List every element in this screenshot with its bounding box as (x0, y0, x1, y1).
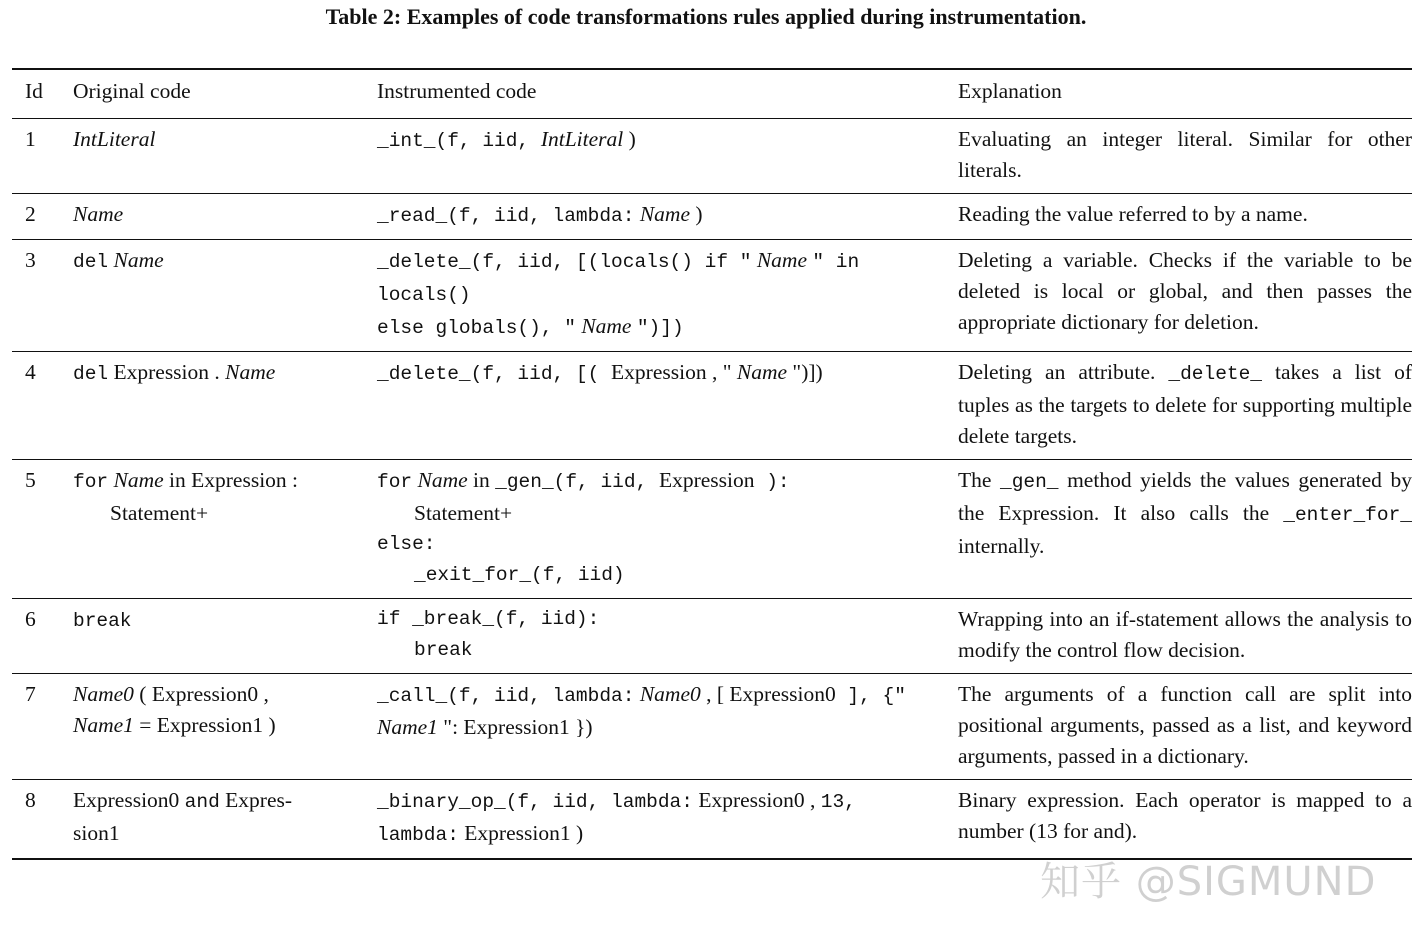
table-row (12, 194, 1412, 240)
original-code-cell: Name (73, 202, 124, 226)
explanation-cell: The arguments of a function call are split into positional arguments, passed as a list, and keyword arguments, passed in a dictionary. (958, 682, 1412, 768)
explanation-cell: Binary expression. Each operator is mapped to a number (13 for and). (958, 788, 1412, 843)
original-code-cell: for Name in Expression : Statement+ (73, 468, 299, 525)
table-row (12, 780, 1412, 860)
table-caption: Table 2: Examples of code transformations rules applied during instrumentation. (325, 4, 1087, 29)
row-id: 2 (25, 202, 36, 226)
instrumented-code-cell: _delete_(f, iid, [(locals() if " Name " in locals() else globals(), " Name ")]) (377, 248, 860, 339)
table-row (12, 460, 1412, 599)
instrumented-code-cell: _binary_op_(f, iid, lambda: Expression0 , 13, lambda: Expression1 ) (377, 788, 856, 846)
table-header-row (12, 69, 1412, 119)
watermark: 知乎 @SIGMUND (1040, 859, 1377, 905)
row-id: 7 (25, 682, 36, 706)
table-row (12, 240, 1412, 352)
header-explanation: Explanation (958, 79, 1062, 103)
row-id: 6 (25, 607, 36, 631)
instrumented-code-cell: _delete_(f, iid, [( Expression , " Name ")]) (377, 360, 823, 385)
header-id: Id (25, 79, 43, 103)
explanation-cell: Deleting a variable. Checks if the variable to be deleted is local or global, and then passes the appropriate dictionary for deletion. (958, 248, 1412, 334)
explanation-cell: Wrapping into an if-statement allows the analysis to modify the control flow decision. (958, 607, 1412, 662)
instrumented-code-cell: if _break_(f, iid): break (377, 608, 600, 661)
explanation-cell: The _gen_ method yields the values generated by the Expression. It also calls the _enter_for_ internally. (958, 468, 1412, 558)
instrumented-code-cell: _int_(f, iid, IntLiteral ) (377, 127, 636, 152)
original-code-cell: Expression0 and Expres- sion1 (73, 788, 293, 845)
original-code-cell: del Expression . Name (73, 360, 276, 385)
header-instrumented-code: Instrumented code (377, 79, 537, 103)
instrumented-code-cell: _call_(f, iid, lambda: Name0 , [ Expression0 ], {" Name1 ": Expression1 }) (377, 682, 906, 739)
instrumented-code-cell: _read_(f, iid, lambda: Name ) (377, 202, 703, 227)
row-id: 5 (25, 468, 36, 492)
explanation-cell: Reading the value referred to by a name. (958, 202, 1308, 226)
row-id: 3 (25, 248, 36, 272)
table-row (12, 599, 1412, 674)
instrumented-code-cell: for Name in _gen_(f, iid, Expression ): Statement+ else: _exit_for_(f, iid) (377, 468, 790, 586)
original-code-cell: Name0 ( Expression0 , Name1 = Expression1 ) (73, 682, 276, 737)
header-original-code: Original code (73, 79, 191, 103)
row-id: 4 (25, 360, 36, 384)
table-row (12, 352, 1412, 460)
explanation-cell: Deleting an attribute. _delete_ takes a list of tuples as the targets to delete for supporting multiple delete targets. (958, 360, 1412, 448)
table-row (12, 119, 1412, 194)
row-id: 8 (25, 788, 36, 812)
table-row (12, 674, 1412, 780)
transformation-rules-table (12, 68, 1412, 860)
explanation-cell: Evaluating an integer literal. Similar for other literals. (958, 127, 1412, 182)
original-code-cell: break (73, 610, 132, 632)
row-id: 1 (25, 127, 36, 151)
original-code-cell: del Name (73, 248, 164, 273)
original-code-cell: IntLiteral (73, 127, 156, 151)
